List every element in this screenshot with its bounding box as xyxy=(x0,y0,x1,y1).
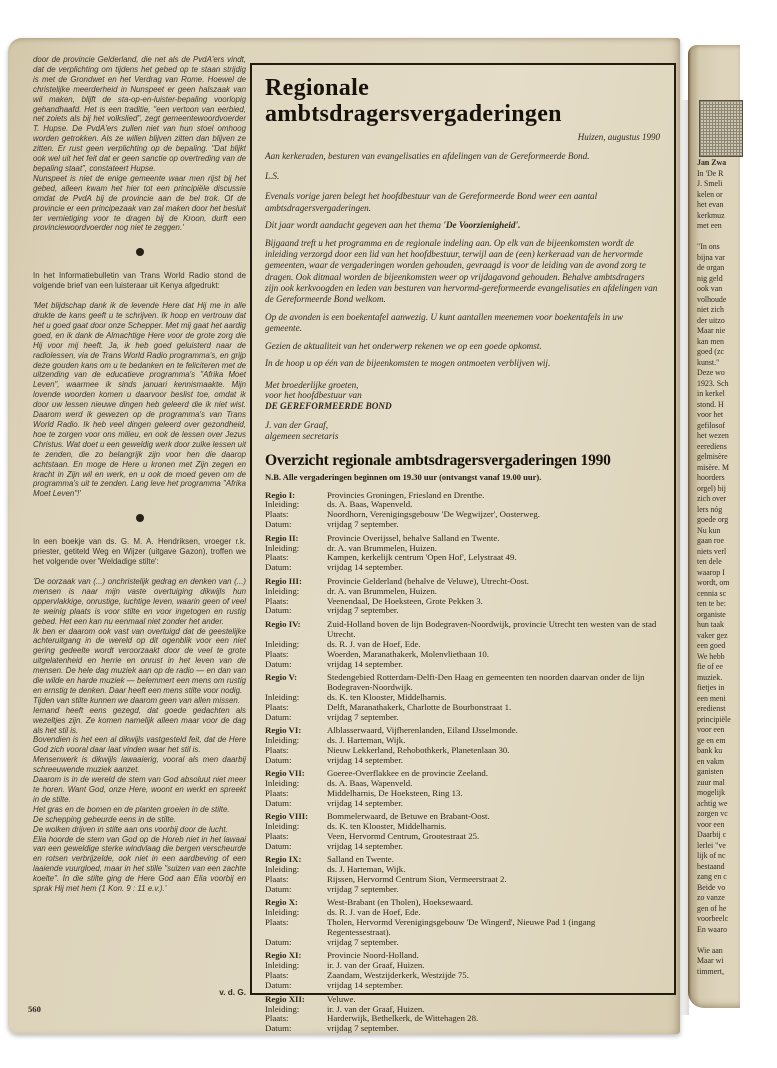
overview-title: Overzicht regionale ambtsdragersvergaderingen 1990 xyxy=(265,451,611,469)
column-signature: v. d. G. xyxy=(219,988,246,997)
next-page-text-line: gefilosof xyxy=(697,420,726,430)
next-page-text-line: ten te be: xyxy=(697,599,726,608)
region-row-value: Rijssen, Hervormd Centrum Sion, Vermeerstraat 2. xyxy=(327,874,507,885)
left-paragraph: Ik ben er daarom ook vast van overtuigd dat de geestelijke achteruitgang in de wereld op dit ogenblik voor een niet gering gedeelte wordt veroorzaakt door de veel te grote uitgelatenheid en herrie en onrust in het leven van de mensen. De hele dag muziek aan op de radio — en dan van die wilde en harde muziek — belemmert een mens om rustig en ernstig te denken. Daar heeft een mens stilte voor nodig. xyxy=(33,626,246,695)
region-row-label: Inleiding: xyxy=(265,542,300,553)
left-paragraph: Tijden van stilte kunnen we daarom geen van allen missen. xyxy=(33,695,240,705)
left-paragraph: 'Met blijdschap dank ik de levende Here dat Hij me in alle drukte de kans geeft u te schrijven. Ik hoop en vertrouw dat het u goed gaat door onze Schepper. Met mij gaat het aardig goed, en ik dank de Almachtige Here voor de grote zorg die Hij voor mij heeft. Ja, ik heb goed geluisterd naar de radiolessen, via de Trans World Radio programma's, en grijp deze gouden kans om u te bedanken en te feliciteren met de uitzending van de educatieve programma's "Afrika Moet Leven", waarmee ik sinds januari kennismaakte. Mijn lovende woorden komen u daarvoor beslist toe, omdat ik door uw lessen nieuwe dingen heb geleerd die ik niet wist. Daarom werd ik gewezen op de programma's van Trans World Radio. Ik heb veel dingen geleerd over gezondheid, hoe te zorgen voor ons milieu, en ook de lessen over Jezus Christus. Wat doet u een geweldig werk door zulke lessen uit te zenden, die zo belangrijk zijn voor hen die daarop achtstaan. En moge de Here u kronen met Zijn zegen en kracht in Zijn wil en werk, en u ook de moed geven om de programma's uit te zenden. Lang leve het programma "Afrika Moet Leven"!' xyxy=(33,301,247,499)
section-separator-dot xyxy=(136,514,144,522)
next-page-text-line: vaker gez xyxy=(697,630,728,640)
next-page-text-line: gaan roe xyxy=(697,536,724,545)
next-page-text-line: der uitzo xyxy=(697,315,725,325)
next-page-text-line: Daarbij c xyxy=(697,830,727,839)
region-row xyxy=(265,510,660,520)
next-page-text-line: lerlei "ve xyxy=(697,840,726,850)
next-page-text-line: mogelijk xyxy=(697,788,726,797)
region-row-value: ds. R. J. van de Hoef, Ede. xyxy=(327,638,421,649)
region-row xyxy=(265,520,660,530)
next-page-text-line: zich over xyxy=(697,494,727,503)
region-row-label: Plaats: xyxy=(265,1013,289,1024)
region-entry xyxy=(265,620,660,670)
left-paragraph: De wolken drijven in stilte aan ons voorbij door de lucht. xyxy=(33,824,228,834)
region-row-value: Bommelerwaard, de Betuwe en Brabant-Oost. xyxy=(327,811,490,822)
next-page-text-line: ten dele xyxy=(697,557,722,566)
region-row-label: Datum: xyxy=(265,562,292,573)
next-page-text-line: waarop I xyxy=(697,567,725,577)
next-page-text-line: We hebb xyxy=(697,651,725,661)
next-page-text-line: kunst." xyxy=(697,357,720,367)
article-salutation: Aan kerkeraden, besturen van evangelisaties en afdelingen van de Gereformeerde Bond. xyxy=(265,151,590,161)
next-page-text-line: voorbeelc xyxy=(697,914,729,923)
next-page-text-line: kerkmuz xyxy=(697,210,725,220)
next-page-text-line: nig geld xyxy=(697,273,723,283)
region-row xyxy=(265,832,660,842)
next-page-text-line: lijk of nc xyxy=(697,851,726,860)
region-row xyxy=(265,703,660,713)
region-row-label: Regio VI: xyxy=(265,724,302,735)
next-page-text-line: kelen or xyxy=(697,189,723,199)
region-row-value: vrijdag 7 september. xyxy=(327,519,399,530)
region-entry xyxy=(265,855,660,895)
region-row xyxy=(265,875,660,885)
next-page-text-line: 1923. Sch xyxy=(697,378,729,388)
next-page-text-line: bijna var xyxy=(697,252,725,262)
region-row-label: Plaats: xyxy=(265,648,289,659)
region-row-label: Datum: xyxy=(265,658,292,669)
region-row xyxy=(265,918,660,938)
region-row-label: Inleiding: xyxy=(265,691,300,702)
left-paragraph: Elia hoorde de stem van God op de Horeb niet in het lawaai van een geweldige sterke windvlaag die bergen verscheurde en rotsen verbrijzelde, ook niet in een aardbeving of een laaiende vuurgloed, maar in het stille "suizen van een zachte koelte". In die stilte ging de Here God aan Elia voorbij en sprak Hij met hem (1 Kon. 9 : 11 e.v.).' xyxy=(33,834,246,894)
region-row-value: vrijdag 7 september. xyxy=(327,711,399,722)
halftone-photo xyxy=(699,100,743,157)
next-page-text-line: zuur mal xyxy=(697,777,725,787)
region-row-label: Plaats: xyxy=(265,701,289,712)
region-row-label: Regio I: xyxy=(265,489,296,500)
region-row-value: dr. A. van Brummelen, Huizen. xyxy=(327,542,437,553)
next-page-text-line: Wie aan xyxy=(697,945,723,955)
region-entry xyxy=(265,769,660,809)
article-paragraph: Bijgaand treft u het programma en de regionale indeling aan. Op elk van de bijeenkomsten wordt de inleiding verzorgd door een lid van het hoofdbestuur, terwijl aan de (een) kerkeraad van de hervormde gemeenten, waar de vergaderingen worden gehouden, gevraagd is voor de leiding van de avond zorg te dragen. Ook ditmaal worden de bijeenkomsten weer op vrijdagavond gehouden. Behalve ambtsdragers zijn ook kerkvoogden en leden van besturen van hervormd-gereformeerde evangelisaties en afdelingen van de Gereformeerde Bond welkom. xyxy=(265,238,658,305)
next-page-text-line: orgel) bij xyxy=(697,483,727,493)
left-paragraph: In een boekje van ds. G. M. A. Hendriksen, vroeger r.k. priester, getiteld Weg en Wijzer (uitgave Gazon), troffen we het volgende over 'Weldadige stilte': xyxy=(33,537,246,567)
next-page-text-line: volhoude xyxy=(697,294,727,304)
signer-name: J. van der Graaf, xyxy=(265,420,329,431)
region-row-label: Regio X: xyxy=(265,897,298,908)
region-row-label: Datum: xyxy=(265,711,292,722)
next-page-text-line: bestaand xyxy=(697,861,725,871)
region-entry xyxy=(265,577,660,617)
region-row xyxy=(265,1024,660,1034)
region-row-label: Inleiding: xyxy=(265,777,300,788)
region-row-label: Datum: xyxy=(265,519,292,530)
region-row-value: dr. A. van Brummelen, Huizen. xyxy=(327,585,437,596)
magazine-page xyxy=(8,38,680,1034)
region-row-value: ds. K. ten Klooster, Middelharnis. xyxy=(327,821,447,832)
next-page-text-line: Maar nie xyxy=(697,326,726,335)
region-row xyxy=(265,769,660,779)
article-paragraph: In de hoop u op één van de bijeenkomsten te mogen ontmoeten verblijven wij. xyxy=(265,358,551,369)
next-page-text-line: ganisten xyxy=(697,767,724,776)
next-page-text-line: hoorders xyxy=(697,473,725,482)
region-row-label: Regio III: xyxy=(265,575,302,586)
region-row xyxy=(265,726,660,736)
left-paragraph: In het Informatiebulletin van Trans World Radio stond de volgende brief van een luisteraar uit Kenya afgedrukt: xyxy=(33,271,246,291)
next-page-text-line: voor een xyxy=(697,819,725,829)
region-row-label: Regio IV: xyxy=(265,618,301,629)
region-row-label: Plaats: xyxy=(265,831,289,842)
region-row-label: Regio XI: xyxy=(265,950,302,961)
region-row-label: Regio II: xyxy=(265,532,299,543)
region-row xyxy=(265,981,660,991)
region-row-value: vrijdag 14 september. xyxy=(327,658,403,669)
next-page-text-line: kan men xyxy=(697,336,724,346)
region-row xyxy=(265,885,660,895)
region-row xyxy=(265,491,660,501)
region-row xyxy=(265,812,660,822)
region-row-label: Datum: xyxy=(265,884,292,895)
region-row-label: Plaats: xyxy=(265,744,289,755)
left-paragraph: De schepping gebeurde eens in de stilte. xyxy=(33,814,177,824)
region-row xyxy=(265,606,660,616)
left-paragraph: door de provincie Gelderland, die net als de PvdA'ers vindt, dat de verplichting om tijdens het gebed op te staan strijdig is met de Grondwet en het Verdrag van Rome. Hoewel de christelijke meerderheid in Nunspeet er geen halszaak van wil maken, blijft de sta-op-en-luister-bepaling voorlopig gehandhaafd. Het is een traditie, "een vertoon van eerbied, net zoiets als bij het volkslied", zegt gemeentewoordvoerder T. Hupse. De PvdA'ers zullen niet van hun stoel omhoog worden getrokken. Als ze willen blijven zitten dan blijven ze zitten. Er rust geen verplichting op de bepaling. "Dat blijkt ook wel uit het feit dat er geen sanctie op overtreding van de bepaling staat", constateert Hupse. xyxy=(33,55,246,173)
region-row-label: Datum: xyxy=(265,937,292,948)
next-page-text-line: wordt, om xyxy=(697,578,730,587)
region-row-label: Datum: xyxy=(265,605,292,616)
region-row-label: Inleiding: xyxy=(265,907,300,918)
region-row xyxy=(265,577,660,587)
left-paragraph: Daarom is in de wereld de stem van God absoluut niet meer te horen. Want God, onze Here, woont en werkt en spreekt in de stilte. xyxy=(33,775,246,804)
next-page-text-line: goed (zc xyxy=(697,347,724,356)
region-row-value: Kampen, kerkelijk centrum 'Open Hof', Lelystraat 49. xyxy=(327,552,517,563)
region-row-value: Nieuw Lekkerland, Rehobothkerk, Planetenlaan 30. xyxy=(327,744,510,755)
region-row-value: Delft, Maranathakerk, Charlotte de Bourbonstraat 1. xyxy=(327,701,512,712)
next-page-text-line: een meni xyxy=(697,693,726,703)
region-row-label: Plaats: xyxy=(265,595,289,606)
region-list xyxy=(265,491,660,1035)
region-row xyxy=(265,713,660,723)
region-row-value: ds. A. Baas, Wapenveld. xyxy=(327,777,413,788)
region-row xyxy=(265,842,660,852)
region-row-label: Inleiding: xyxy=(265,499,300,510)
region-row xyxy=(265,673,660,693)
next-page-text-line: J. Smeli xyxy=(697,179,723,188)
next-page-text-line: bank ku xyxy=(697,746,723,755)
region-row xyxy=(265,746,660,756)
article-dateline: Huizen, augustus 1990 xyxy=(577,132,660,142)
region-row-label: Regio XII: xyxy=(265,993,305,1004)
region-row-label: Inleiding: xyxy=(265,864,300,875)
next-page-text-line: fietjes in xyxy=(697,683,725,692)
region-row-value: vrijdag 7 september. xyxy=(327,937,399,948)
region-row-value: vrijdag 14 september. xyxy=(327,840,403,851)
next-page-text-line: niet zich xyxy=(697,305,724,314)
next-page-text-line: eerediens xyxy=(697,441,727,451)
next-page-edge xyxy=(688,45,740,1008)
next-page-text-line: cennia sc xyxy=(697,588,727,598)
left-paragraph: Bovendien is het een al dikwijls vastgesteld feit, dat de Here God zich vooral daar laat vinden waar het stil is. xyxy=(33,735,246,755)
region-row-value: ds. A. Baas, Wapenveld. xyxy=(327,499,413,510)
left-paragraph: Het gras en de bomen en de planten groeien in de stilte. xyxy=(33,804,230,814)
next-page-text-line: principiële xyxy=(697,714,731,724)
region-entry xyxy=(265,673,660,723)
next-page-text-line: misère. M xyxy=(697,462,729,472)
region-row-label: Datum: xyxy=(265,754,292,765)
region-row-value: Stedengebied Rotterdam-Delft-Den Haag en gemeenten ten noorden daarvan onder de lijn Bodegraven-Noordwijk. xyxy=(327,671,645,692)
closing-line: voor het hoofdbestuur van xyxy=(265,390,362,401)
next-page-text-line: Jan Zwa xyxy=(697,158,727,167)
region-row-value: vrijdag 14 september. xyxy=(327,980,403,991)
next-page-text-line: En waaro xyxy=(697,924,728,934)
next-page-text-line xyxy=(697,935,777,946)
article-paragraph: Op de avonden is een boekentafel aanwezig. U kunt aantallen meenemen voor boekentafels in uw gemeente. xyxy=(265,311,623,333)
region-row-value: vrijdag 14 september. xyxy=(327,797,403,808)
next-page-text-line: fie of ee xyxy=(697,662,723,671)
region-row-label: Plaats: xyxy=(265,509,289,520)
next-page-text-line: het evan xyxy=(697,200,724,209)
signer-role: algemeen secretaris xyxy=(265,430,339,441)
region-row-value: Harderwijk, Bethelkerk, de Wittehagen 28. xyxy=(327,1013,479,1024)
region-row-value: Alblasserwaard, Vijfherenlanden, Eiland IJsselmonde. xyxy=(327,724,518,735)
closing-org-name: DE GEREFORMEERDE BOND xyxy=(265,400,392,411)
next-page-text-line: zorgen vc xyxy=(697,809,728,818)
region-row-value: vrijdag 7 september. xyxy=(327,884,399,895)
next-page-text-line: stond. H xyxy=(697,399,724,409)
region-row xyxy=(265,855,660,865)
region-row xyxy=(265,938,660,948)
next-page-text-line: Maar wi xyxy=(697,956,724,965)
region-row xyxy=(265,971,660,981)
region-row-label: Datum: xyxy=(265,797,292,808)
region-row-value: ds. R. J. van de Hoef, Ede. xyxy=(327,907,421,918)
region-row xyxy=(265,1014,660,1024)
region-row-label: Plaats: xyxy=(265,874,289,885)
next-page-text-line: organiste xyxy=(697,609,726,619)
next-page-text-line: goede org xyxy=(697,515,729,524)
article-paragraph: Dit jaar wordt aandacht gegeven aan het thema 'De Voorzienigheid'. xyxy=(265,220,521,231)
left-paragraph: Nunspeet is niet de enige gemeente waar men rijst bij het gebed, alleen kwam het hier tot een principiële discussie omdat de PvdA bij de provincie aan de bel trok. Of de provincie er een principezaak van zal maken door het besluit ter vernietiging voor te dragen bij de Kroon, durft een provinciewoordvoerder nog niet te zeggen.' xyxy=(33,173,246,233)
region-row xyxy=(265,563,660,573)
page-number: 560 xyxy=(28,1004,41,1014)
next-page-text-line: In 'De R xyxy=(697,168,724,178)
next-page-text-line: zo vanze xyxy=(697,893,725,902)
region-row xyxy=(265,660,660,670)
region-row-label: Plaats: xyxy=(265,552,289,563)
left-paragraph: Iemand heeft eens gezegd, dat goede gedachten als wezeltjes zijn. Ze komen namelijk alleen maar voor de dag als het stil is. xyxy=(33,705,246,735)
region-entry xyxy=(265,995,660,1035)
region-row-value: vrijdag 7 september. xyxy=(327,605,399,616)
article-ls: L.S. xyxy=(265,171,280,182)
region-row-label: Datum: xyxy=(265,980,292,991)
region-row-value: Goeree-Overflakkee en de provincie Zeeland. xyxy=(327,768,488,779)
next-page-text-line: Deze wo xyxy=(697,368,725,377)
region-row-value: Zuid-Holland boven de lijn Bodegraven-Noordwijk, provincie Utrecht ten westen van de stad Utrecht. xyxy=(327,618,657,639)
section-separator-dot xyxy=(136,248,144,256)
region-row-value: Provincie Noord-Holland. xyxy=(327,950,419,961)
region-row xyxy=(265,597,660,607)
region-row xyxy=(265,553,660,563)
region-row-label: Inleiding: xyxy=(265,638,300,649)
region-entry xyxy=(265,726,660,766)
region-row-value: Provincie Gelderland (behalve de Veluwe), Utrecht-Oost. xyxy=(327,575,529,586)
region-row-value: West-Brabant (en Tholen), Hoeksewaard. xyxy=(327,897,473,908)
region-row-label: Inleiding: xyxy=(265,1003,300,1014)
region-row-value: Woerden, Maranathakerk, Molenvlietbaan 10. xyxy=(327,648,489,659)
region-row-value: Provincies Groningen, Friesland en Drenthe. xyxy=(327,489,485,500)
next-page-text-line: eredienst xyxy=(697,704,726,713)
region-row-value: vrijdag 14 september. xyxy=(327,754,403,765)
next-page-text-line: timmert, xyxy=(697,966,724,976)
region-row-label: Inleiding: xyxy=(265,734,300,745)
next-page-text-line: gen of he xyxy=(697,903,727,913)
next-page-text-line xyxy=(697,232,777,243)
overview-note: N.B. Alle vergaderingen beginnen om 19.30 uur (ontvangst vanaf 19.00 uur). xyxy=(265,471,542,482)
next-page-text-line: ook van xyxy=(697,284,723,293)
region-row-value: ir. J. van der Graaf, Huizen. xyxy=(327,960,425,971)
article-title: Regionale ambtsdragersvergaderingen xyxy=(265,75,562,127)
next-page-text-line: achtig we xyxy=(697,798,728,808)
next-page-text-line: en vakm xyxy=(697,756,724,766)
region-row-label: Datum: xyxy=(265,1023,292,1034)
region-row xyxy=(265,898,660,908)
next-page-text-line: ge en em xyxy=(697,735,726,745)
next-page-text-line: in kerkel xyxy=(697,389,725,398)
article-intro-paragraphs xyxy=(265,191,660,369)
region-row-label: Plaats: xyxy=(265,970,289,981)
next-page-text-line: voor het xyxy=(697,410,724,419)
region-row xyxy=(265,995,660,1005)
next-page-text-line: de organ xyxy=(697,263,725,272)
left-paragraph: Mensenwerk is dikwijls lawaaierig, vooral als men daarbij schreeuwende muziek aanzet. xyxy=(33,755,246,775)
region-row-label: Datum: xyxy=(265,840,292,851)
region-row-value: Veen, Hervormd Centrum, Grootestraat 25. xyxy=(327,831,480,842)
next-page-text-line: het wezen xyxy=(697,431,729,440)
region-row-label: Plaats: xyxy=(265,787,289,798)
left-paragraph: 'De oorzaak van (...) onchristelijk gedrag en denken van (...) mensen is naar mijn vaste overtuiging dikwijls hun oppervlakkige, onrustige, luchtige leven, waarin geen of veel te weinig plaats is voor stilte en voor ingetogen en rustig gebed. Het een kan nu eenmaal niet zonder het ander. xyxy=(33,576,246,626)
region-row-label: Inleiding: xyxy=(265,821,300,832)
next-page-text-line: hun taak xyxy=(697,620,724,629)
region-row-value: Veluwe. xyxy=(327,993,356,1004)
region-entry xyxy=(265,534,660,574)
region-row-label: Inleiding: xyxy=(265,960,300,971)
region-row xyxy=(265,951,660,961)
region-row-label: Regio VIII: xyxy=(265,811,309,822)
region-row xyxy=(265,620,660,640)
next-page-text-line: zang en c xyxy=(697,872,727,881)
region-entry xyxy=(265,812,660,852)
region-row xyxy=(265,534,660,544)
next-page-text-line: niets verl xyxy=(697,546,727,556)
region-row-value: Veenendaal, De Hoeksteen, Grote Pekken 3. xyxy=(327,595,483,606)
region-row xyxy=(265,799,660,809)
region-row-value: Noordhorn, Verenigingsgebouw 'De Wegwijzer', Oosterweg. xyxy=(327,509,540,520)
closing-line: Met broederlijke groeten, xyxy=(265,379,359,390)
region-row xyxy=(265,789,660,799)
region-row-value: Middelharnis, De Hoeksteen, Ring 13. xyxy=(327,787,463,798)
region-entry xyxy=(265,898,660,948)
next-page-text-line: muziek. xyxy=(697,672,723,682)
next-page-text-line: "In ons xyxy=(697,242,720,251)
region-row-value: ir. J. van der Graaf, Huizen. xyxy=(327,1003,425,1014)
next-page-text-line: met een xyxy=(697,221,722,230)
region-row-value: Tholen, Hervormd Verenigingsgebouw 'De Wingerd', Nieuwe Pad 1 (ingang Regentessestraat). xyxy=(327,917,596,938)
region-row-label: Regio IX: xyxy=(265,854,302,865)
article-closing xyxy=(265,380,660,412)
region-row-value: vrijdag 14 september. xyxy=(327,562,403,573)
region-row-value: ds. K. ten Klooster, Middelharnis. xyxy=(327,691,447,702)
article-paragraph: Gezien de aktualiteit van het onderwerp rekenen we op een goede opkomst. xyxy=(265,340,542,351)
region-row xyxy=(265,650,660,660)
next-page-text-line: een goed xyxy=(697,641,726,650)
region-row-value: Salland en Twente. xyxy=(327,854,394,865)
region-row-label: Regio V: xyxy=(265,671,298,682)
region-row-value: Provincie Overijssel, behalve Salland en Twente. xyxy=(327,532,500,543)
region-row-label: Regio VII: xyxy=(265,768,305,779)
left-article-column xyxy=(33,55,246,894)
region-row xyxy=(265,756,660,766)
region-row-value: ds. J. Harteman, Wijk. xyxy=(327,864,406,875)
region-entry xyxy=(265,951,660,991)
next-page-text-line: voor een xyxy=(697,725,725,734)
region-row-value: vrijdag 7 september. xyxy=(327,1023,399,1034)
region-row-value: Zaandam, Westzijderkerk, Westzijde 75. xyxy=(327,970,469,981)
next-page-text-line: gelmisère xyxy=(697,452,728,461)
region-row-value: ds. J. Harteman, Wijk. xyxy=(327,734,406,745)
next-page-text-line: Beide vo xyxy=(697,882,726,892)
region-row-label: Plaats: xyxy=(265,917,289,928)
next-page-text-column xyxy=(697,158,777,977)
region-row-label: Inleiding: xyxy=(265,585,300,596)
article-signer xyxy=(265,420,660,441)
next-page-text-line: Nu kun xyxy=(697,525,721,535)
announcement-box xyxy=(250,63,676,1034)
region-entry xyxy=(265,491,660,531)
article-paragraph: Evenals vorige jaren belegt het hoofdbestuur van de Gereformeerde Bond weer een aantal ambtsdragersvergaderingen. xyxy=(265,191,598,213)
next-page-text-line: lers nóg xyxy=(697,504,723,514)
